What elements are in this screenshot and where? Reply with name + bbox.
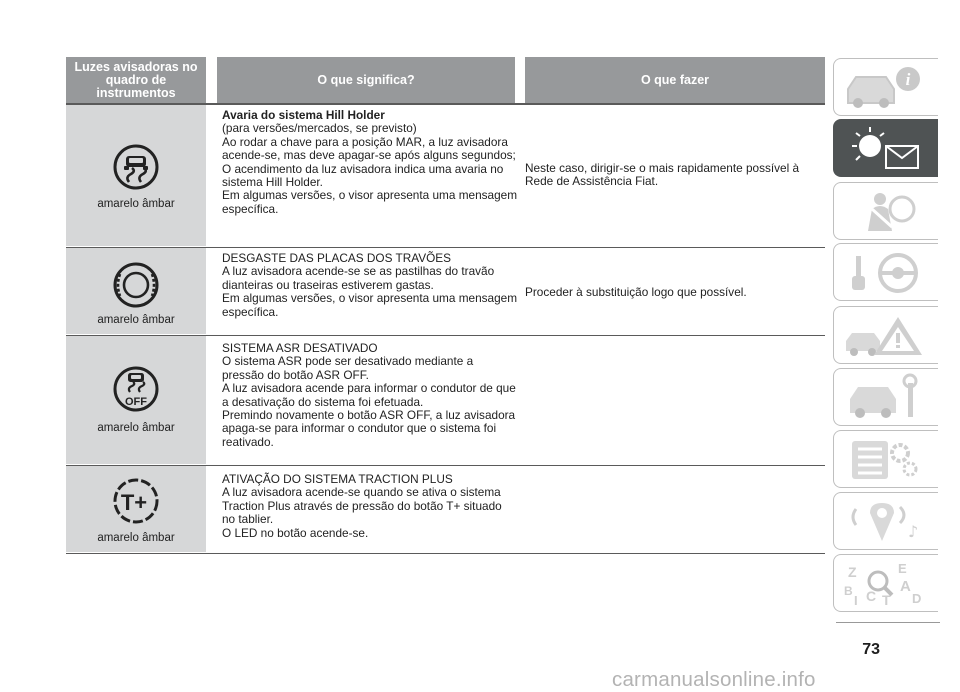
meaning-text: O acendimento da luz avisadora indica uma avaria no sistema Hill Holder. (222, 161, 504, 190)
lamp-cell-brake-pads (66, 248, 206, 334)
action-brake-pads: Proceder à substituição logo que possível. (525, 285, 747, 299)
index-letter: D (912, 591, 922, 606)
index-letter: A (900, 578, 911, 595)
index-letter: E (898, 561, 907, 576)
watermark: carmanualsonline.info (612, 668, 816, 691)
tab-technical-data[interactable] (833, 430, 938, 488)
traction-plus-text: T+ (120, 490, 148, 515)
tab-safety[interactable] (833, 182, 938, 240)
meaning-brake-pads (222, 252, 518, 319)
index-letter: C (866, 588, 877, 604)
lamp-color-label: amarelo âmbar (97, 314, 175, 326)
lamp-cell-asr-off (66, 336, 206, 464)
meaning-text: Premindo novamente o botão ASR OFF, a luz avisadora apaga-se para informar o condutor que o sistema foi reativado. (222, 408, 516, 449)
lamp-cell-traction-plus (66, 466, 206, 552)
meaning-text: ATIVAÇÃO DO SISTEMA TRACTION PLUS (222, 472, 453, 486)
asr-off-text: OFF (125, 396, 147, 408)
brake-pad-wear-icon (111, 260, 161, 310)
meaning-text: Em algumas versões, o visor apresenta uma mensagem específica. (222, 291, 518, 319)
header-meaning: O que significa? (217, 57, 515, 103)
index-letter: Z (848, 564, 857, 580)
meaning-text: SISTEMA ASR DESATIVADO (222, 341, 378, 355)
lamp-cell-hill-holder (66, 105, 206, 246)
meaning-text: O LED no botão acende-se. (222, 525, 369, 540)
lamp-color-label: amarelo âmbar (97, 532, 175, 544)
svg-text:♪: ♪ (908, 522, 919, 541)
meaning-text: O sistema ASR pode ser desativado mediante a pressão do botão ASR OFF. (222, 354, 474, 382)
alphabetical-index-icon (842, 559, 930, 607)
tab-emergency[interactable] (833, 306, 938, 364)
tab-warning-lights[interactable] (833, 119, 938, 177)
traction-plus-icon (111, 476, 161, 526)
page-number: 73 (862, 641, 880, 658)
lamp-color-label: amarelo âmbar (97, 422, 175, 434)
multimedia-icon (842, 497, 930, 545)
tab-maintenance[interactable] (833, 368, 938, 426)
row-divider (66, 553, 825, 554)
meaning-text: DESGASTE DAS PLACAS DOS TRAVÕES (222, 251, 452, 265)
hill-holder-warning-icon (111, 142, 161, 192)
meaning-text: A luz avisadora acende-se se as pastilhas do travão dianteiras ou traseiras estiverem gastas. (222, 264, 495, 292)
warning-light-message-icon (842, 124, 930, 172)
header-action: O que fazer (525, 57, 825, 103)
asr-off-icon (111, 364, 161, 414)
technical-data-icon (842, 435, 930, 483)
tab-starting-driving[interactable] (833, 243, 938, 301)
meaning-title: Avaria do sistema Hill Holder (222, 108, 385, 122)
lamp-color-label: amarelo âmbar (97, 198, 175, 210)
index-letter: B (844, 584, 853, 598)
tab-multimedia[interactable] (833, 492, 938, 550)
meaning-text: (para versões/mercados, se previsto) (222, 121, 417, 136)
page-number-divider (836, 622, 940, 623)
airbag-safety-icon (842, 187, 930, 235)
action-hill-holder: Neste caso, dirigir-se o mais rapidamente possível à Rede de Assistência Fiat. (525, 161, 800, 189)
key-steering-wheel-icon (842, 248, 930, 296)
index-letter: I (854, 593, 858, 607)
meaning-text: Em algumas versões, o visor apresenta uma mensagem específica. (222, 188, 518, 216)
car-info-icon (842, 63, 930, 111)
meaning-traction-plus (222, 473, 518, 540)
emergency-warning-icon (842, 311, 930, 359)
index-letter: T (882, 592, 891, 607)
meaning-text: A luz avisadora acende para informar o condutor de que a desativação do sistema foi efetuada. (222, 381, 516, 409)
meaning-text: Ao rodar a chave para a posição MAR, a luz avisadora acende-se, mas deve apagar-se após alguns segundos; (222, 134, 516, 163)
tab-car-info[interactable] (833, 58, 938, 116)
car-maintenance-icon (842, 373, 930, 421)
svg-text:i: i (905, 70, 911, 89)
meaning-text: A luz avisadora acende-se quando se ativa o sistema Traction Plus através de pressão do botão T+ situado no tablier. (222, 485, 502, 527)
meaning-asr-off (222, 342, 518, 449)
meaning-hill-holder (222, 109, 518, 216)
header-warning-lights: Luzes avisadoras no quadro de instrumentos (66, 57, 206, 103)
tab-index[interactable] (833, 554, 938, 612)
